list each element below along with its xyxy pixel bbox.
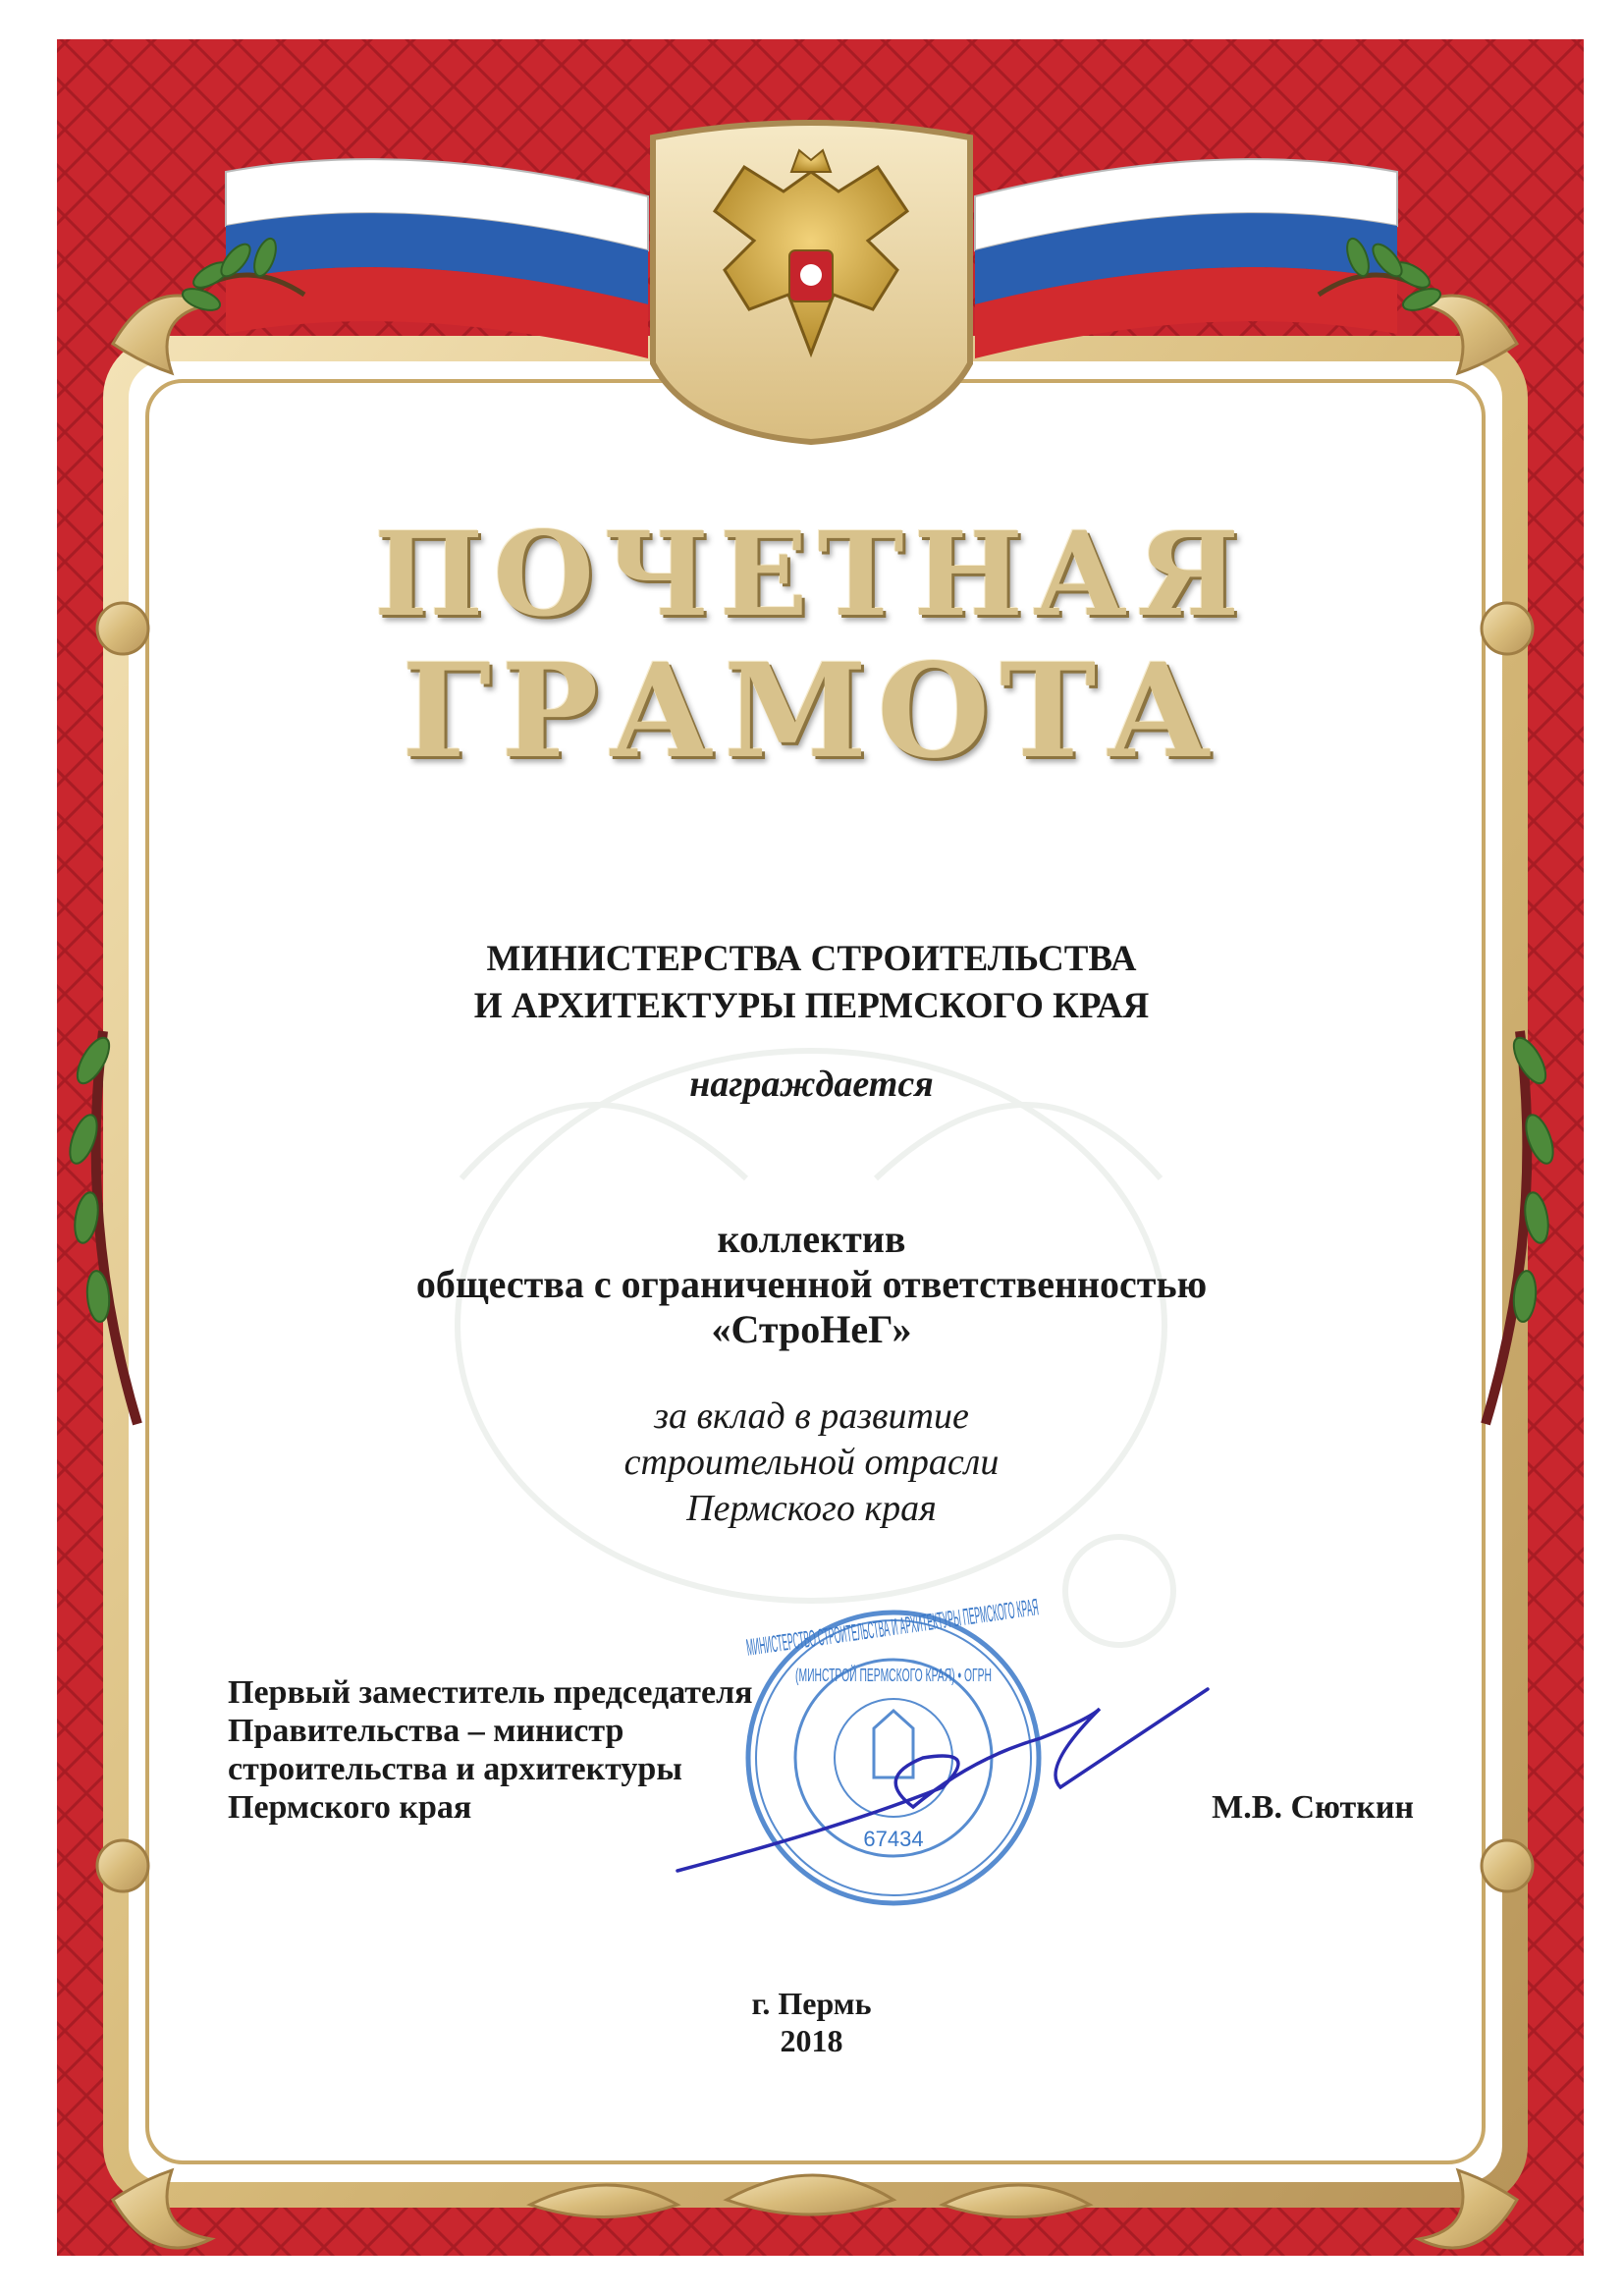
recipient-line1: коллектив: [717, 1217, 906, 1261]
recipient-line3: «СтроНеГ»: [711, 1307, 912, 1351]
recipient-line2: общества с ограниченной ответственностью: [415, 1262, 1208, 1306]
stamp-number: 67434: [863, 1827, 924, 1851]
signer-title-line4: Пермского края: [228, 1789, 472, 1826]
year: 2018: [780, 2023, 843, 2058]
certificate-title-line1: ПОЧЕТНАЯ: [373, 506, 1250, 642]
issuer-line2: И АРХИТЕКТУРЫ ПЕРМСКОГО КРАЯ: [473, 986, 1150, 1026]
awarded-label: награждается: [689, 1064, 934, 1105]
signer-title-line2: Правительства – министр: [228, 1713, 624, 1749]
issuer-line1: МИНИСТЕРСТВА СТРОИТЕЛЬСТВА: [486, 939, 1137, 979]
reason-line3: Пермского края: [686, 1488, 937, 1529]
signer-title-line3: строительства и архитектуры: [228, 1751, 682, 1787]
stamp-inner-text: (МИНСТРОЙ ПЕРМСКОГО КРАЯ) • ОГРН: [795, 1666, 1137, 1685]
city: г. Пермь: [751, 1986, 872, 2021]
reason-line2: строительной отрасли: [623, 1442, 1000, 1483]
coat-of-arms-icon: [653, 123, 970, 442]
signer-title-line1: Первый заместитель председателя: [228, 1674, 753, 1711]
signer-name: М.В. Сюткин: [1212, 1789, 1414, 1826]
certificate-title-line2: ГРАМОТА: [402, 635, 1221, 788]
reason-line1: за вклад в развитие: [654, 1395, 969, 1437]
